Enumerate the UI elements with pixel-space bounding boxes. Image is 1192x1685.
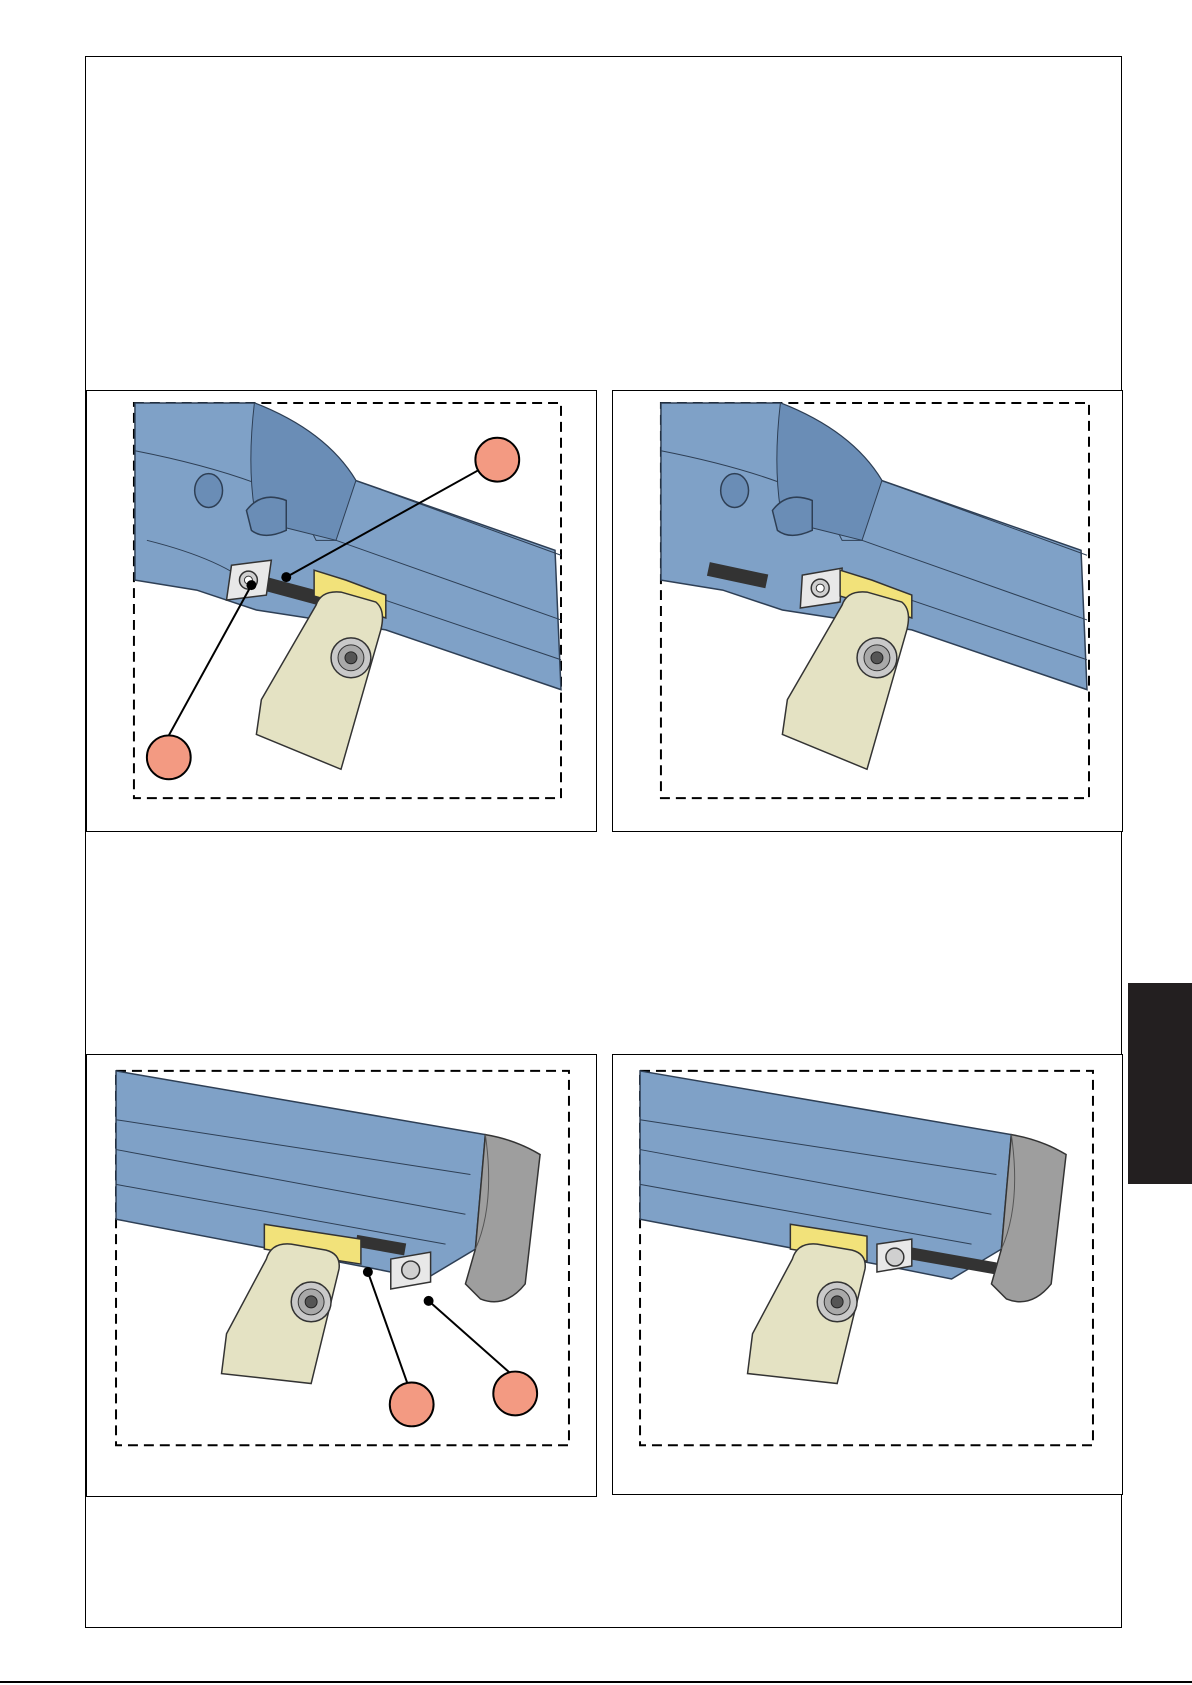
rail-endcap-illustration: [613, 1055, 1122, 1494]
figure-panel-bottom-left: [86, 1054, 597, 1497]
callout-circle: [475, 438, 519, 482]
rail-bracket-illustration: [613, 391, 1122, 831]
callout-circle: [493, 1372, 537, 1416]
figure-panel-top-right: [612, 390, 1123, 832]
rail-bracket-illustration: [87, 391, 596, 831]
figure-panel-top-left: [86, 390, 597, 832]
callout-circle: [390, 1383, 434, 1427]
section-tab: [1128, 983, 1192, 1184]
callout-circle: [147, 735, 191, 779]
bottom-rule: [0, 1681, 1192, 1683]
rail-endcap-illustration: [87, 1055, 596, 1496]
figure-panel-bottom-right: [612, 1054, 1123, 1495]
